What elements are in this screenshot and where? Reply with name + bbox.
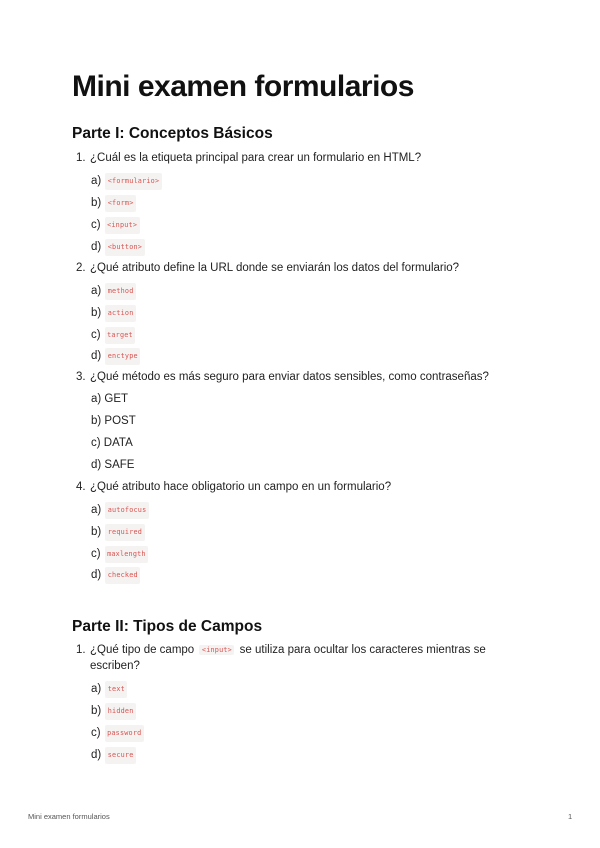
section-heading-part2: Parte II: Tipos de Campos	[72, 618, 263, 635]
option-code: hidden	[105, 703, 136, 720]
option-d	[91, 348, 140, 365]
option-b	[91, 195, 136, 212]
option-c	[91, 327, 135, 344]
option-letter: c)	[91, 329, 101, 341]
option-c	[91, 546, 148, 563]
option-b	[91, 703, 136, 720]
option-letter: d)	[91, 241, 102, 253]
page-title: Mini examen formularios	[72, 70, 414, 103]
question-number: 4.	[76, 481, 86, 493]
footer-title: Mini examen formularios	[28, 812, 110, 821]
option-d	[91, 567, 140, 584]
option-code: secure	[105, 747, 136, 764]
question-2	[76, 261, 506, 277]
inline-code: <input>	[199, 645, 234, 655]
option-b	[91, 524, 145, 541]
question-text-before: ¿Qué tipo de campo	[90, 644, 195, 656]
option-letter: c)	[91, 219, 101, 231]
option-code: target	[105, 327, 136, 344]
option-letter: c)	[91, 727, 101, 739]
option-b	[91, 305, 136, 322]
option-letter: d)	[91, 749, 102, 761]
option-c	[91, 725, 144, 742]
option-letter: d)	[91, 569, 102, 581]
option-a	[91, 502, 149, 519]
question-text-after: se utiliza para ocultar los caracteres mientras se	[239, 644, 486, 656]
question-number: 3.	[76, 371, 86, 383]
option-code: enctype	[105, 348, 140, 365]
option-c: c) DATA	[91, 437, 133, 449]
question-number: 2.	[76, 262, 86, 274]
option-a	[91, 283, 136, 300]
question-2-1	[76, 643, 506, 674]
question-1	[76, 151, 506, 167]
option-letter: a)	[91, 504, 102, 516]
option-letter: a)	[91, 175, 102, 187]
option-code: <formulario>	[105, 173, 162, 190]
option-code: password	[105, 725, 144, 742]
option-code: method	[105, 283, 136, 300]
question-number: 1.	[76, 152, 86, 164]
question-text: ¿Cuál es la etiqueta principal para crear un formulario en HTML?	[90, 152, 422, 164]
option-a: a) GET	[91, 393, 129, 405]
option-letter: a)	[91, 285, 102, 297]
option-letter: b)	[91, 526, 102, 538]
option-letter: a)	[91, 683, 102, 695]
question-3	[76, 370, 506, 386]
option-code: action	[105, 305, 136, 322]
option-d	[91, 239, 145, 256]
option-d: d) SAFE	[91, 459, 135, 471]
question-text: ¿Qué atributo hace obligatorio un campo en un formulario?	[90, 481, 392, 493]
option-code: text	[105, 681, 127, 698]
option-letter: c)	[91, 548, 101, 560]
question-text: ¿Qué atributo define la URL donde se enviarán los datos del formulario?	[90, 262, 460, 274]
question-text-line2: escriben?	[90, 659, 140, 672]
option-code: maxlength	[105, 546, 149, 563]
option-code: autofocus	[105, 502, 149, 519]
option-code: required	[105, 524, 144, 541]
option-letter: b)	[91, 307, 102, 319]
question-number: 1.	[76, 644, 86, 656]
option-d	[91, 747, 136, 764]
option-a	[91, 173, 162, 190]
option-code: <form>	[105, 195, 136, 212]
question-4	[76, 480, 506, 496]
option-a	[91, 681, 127, 698]
option-letter: d)	[91, 350, 102, 362]
question-text: ¿Qué método es más seguro para enviar datos sensibles, como contraseñas?	[90, 371, 489, 383]
option-code: checked	[105, 567, 140, 584]
option-letter: b)	[91, 197, 102, 209]
option-letter: b)	[91, 705, 102, 717]
page-number: 1	[568, 812, 573, 821]
option-b: b) POST	[91, 415, 136, 427]
section-heading-part1: Parte I: Conceptos Básicos	[72, 125, 273, 142]
option-c	[91, 217, 140, 234]
option-code: <button>	[105, 239, 144, 256]
option-code: <input>	[105, 217, 140, 234]
